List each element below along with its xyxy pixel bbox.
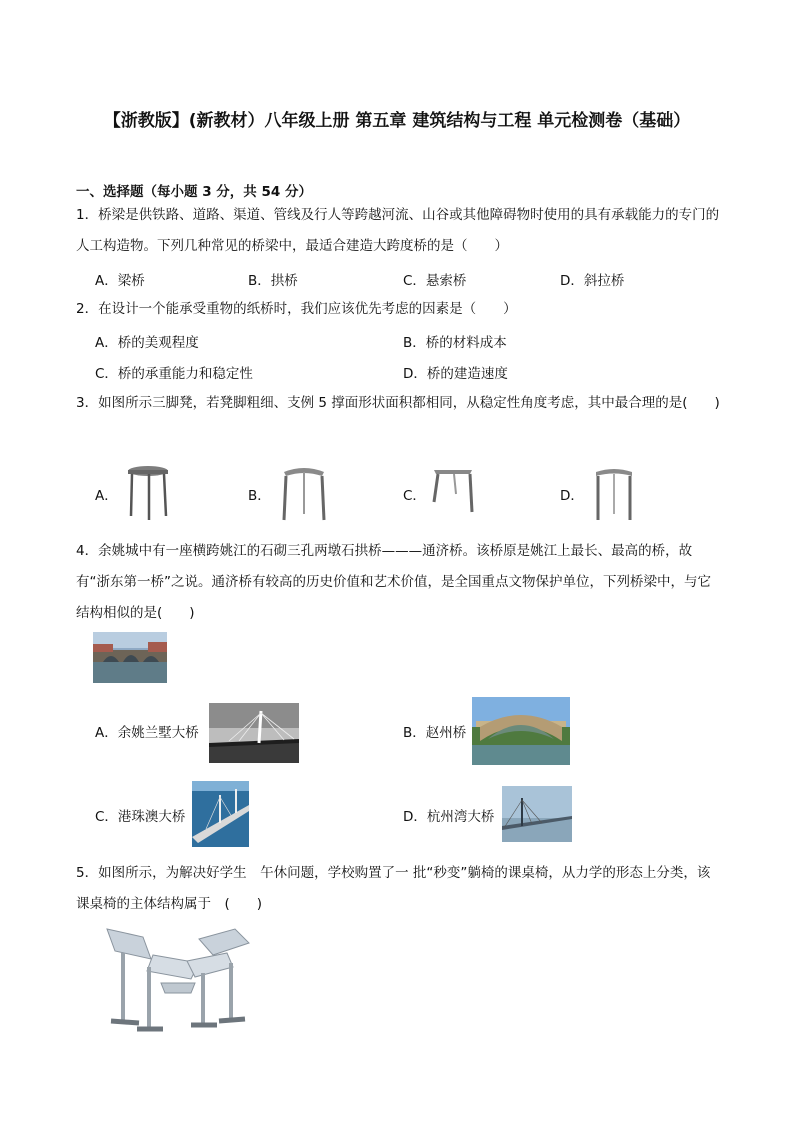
q2-option-c[interactable]: C．桥的承重能力和稳定性 — [95, 366, 253, 382]
hangzhou-bay-bridge-image — [502, 786, 572, 842]
q1-option-d[interactable]: D．斜拉桥 — [560, 273, 625, 289]
q3-option-c[interactable]: C． — [403, 488, 426, 504]
q4-option-a[interactable]: A．余姚兰墅大桥 — [95, 725, 199, 741]
q4-option-b[interactable]: B．赵州桥 — [403, 725, 467, 741]
q1-option-a[interactable]: A．梁桥 — [95, 273, 145, 289]
q1-option-b[interactable]: B．拱桥 — [248, 273, 298, 289]
tongji-bridge-image — [93, 632, 167, 683]
q4-option-d[interactable]: D．杭州湾大桥 — [403, 809, 495, 825]
section-heading: 一、选择题（每小题 3 分，共 54 分） — [76, 184, 312, 200]
zhaozhou-bridge-image — [472, 697, 570, 765]
q3-option-b[interactable]: B． — [248, 488, 271, 504]
q1-option-c[interactable]: C．悬索桥 — [403, 273, 467, 289]
q4-option-c[interactable]: C．港珠澳大桥 — [95, 809, 186, 825]
q3-option-a[interactable]: A． — [95, 488, 118, 504]
desk-chair-image — [103, 923, 253, 1035]
question-1-stem: 1．桥梁是供铁路、道路、渠道、管线及行人等跨越河流、山谷或其他障碍物时使用的具有承载能力的专门的人工构造物。下列几种常见的桥梁中，最适合建造大跨度桥的是（ ） — [76, 207, 720, 254]
q2-option-a[interactable]: A．桥的美观程度 — [95, 335, 199, 351]
question-5-stem: 5．如图所示，为解决好学生 午休问题，学校购置了一 批“秒变”躺椅的课桌椅，从力学的形态上分类，该课桌椅的主体结构属于 ( ) — [76, 865, 711, 912]
stool-c-image — [430, 464, 476, 520]
stool-a-image — [122, 464, 174, 522]
q2-option-d[interactable]: D．桥的建造速度 — [403, 366, 508, 382]
page-title: 【浙教版】(新教材）八年级上册 第五章 建筑结构与工程 单元检测卷（基础） — [103, 111, 691, 131]
stool-b-image — [278, 464, 330, 524]
q3-option-d[interactable]: D． — [560, 488, 584, 504]
question-2-stem: 2．在设计一个能承受重物的纸桥时，我们应该优先考虑的因素是（ ） — [76, 301, 517, 317]
hongkong-zhuhai-macao-bridge-image — [192, 781, 249, 847]
yuyao-lanshu-bridge-image — [209, 703, 299, 763]
question-4-stem: 4．余姚城中有一座横跨姚江的石砌三孔两墩石拱桥———通济桥。该桥原是姚江上最长、最高的桥，故有“浙东第一桥”之说。通济桥有较高的历史价值和艺术价值，是全国重点文物保护单位，下列桥梁中，与它结构相似的是( ) — [76, 543, 711, 621]
question-3-stem: 3．如图所示三脚凳，若凳脚粗细、支例 5 撑面形状面积都相同，从稳定性角度考虑，其中最合理的是( ) — [76, 395, 720, 411]
stool-d-image — [590, 464, 638, 524]
q2-option-b[interactable]: B．桥的材料成本 — [403, 335, 507, 351]
